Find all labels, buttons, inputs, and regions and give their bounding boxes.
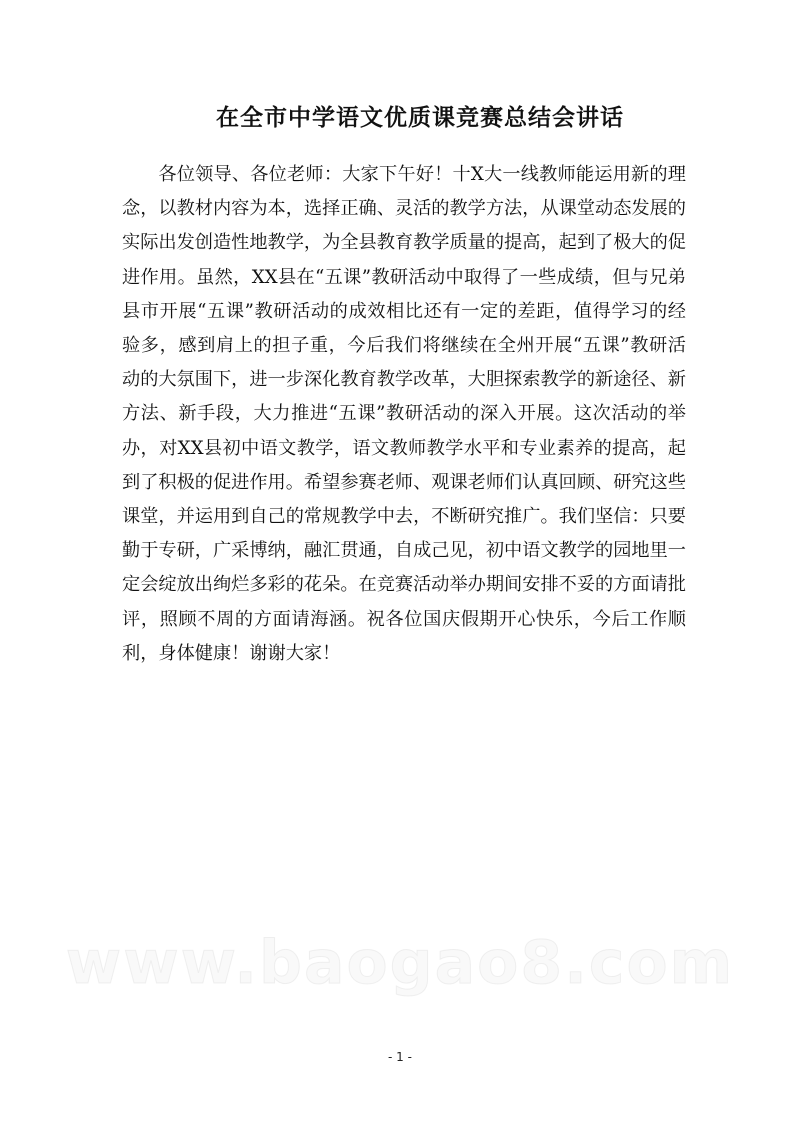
document-title: 在全市中学语文优质课竞赛总结会讲话 xyxy=(216,104,624,131)
watermark: www.baogao8.com xyxy=(65,928,735,998)
page-number: - 1 - xyxy=(388,1050,412,1064)
speech-paragraph: 各位领导、各位老师：大家下午好！十X大一线教师能运用新的理念，以教材内容为本，选择正确、灵活的教学方法，从课堂动态发展的实际出发创造性地教学，为全县教育教学质量的提高，起到了极大的促进作用。虽然，XX县在“五课”教研活动中取得了一些成绩，但与兄弟县市开展“五课”教研活动的成效相比还有一定的差距，值得学习的经验多，感到肩上的担子重，今后我们将继续在全州开展“五课”教研活动的大氛围下，进一步深化教育教学改革，大胆探索教学的新途径、新方法、新手段，大力推进“五课”教研活动的深入开展。这次活动的举办，对XX县初中语文教学，语文教师教学水平和专业素养的提高，起到了积极的促进作用。希望参赛老师、观课老师们认真回顾、研究这些课堂，并运用到自己的常规教学中去，不断研究推广。我们坚信：只要勤于专研，广采博纳，融汇贯通，自成己见，初中语文教学的园地里一定会绽放出绚烂多彩的花朵。在竞赛活动举办期间安排不妥的方面请批评，照顾不周的方面请海涵。祝各位国庆假期开心快乐，今后工作顺利，身体健康！谢谢大家！ xyxy=(122,164,686,664)
